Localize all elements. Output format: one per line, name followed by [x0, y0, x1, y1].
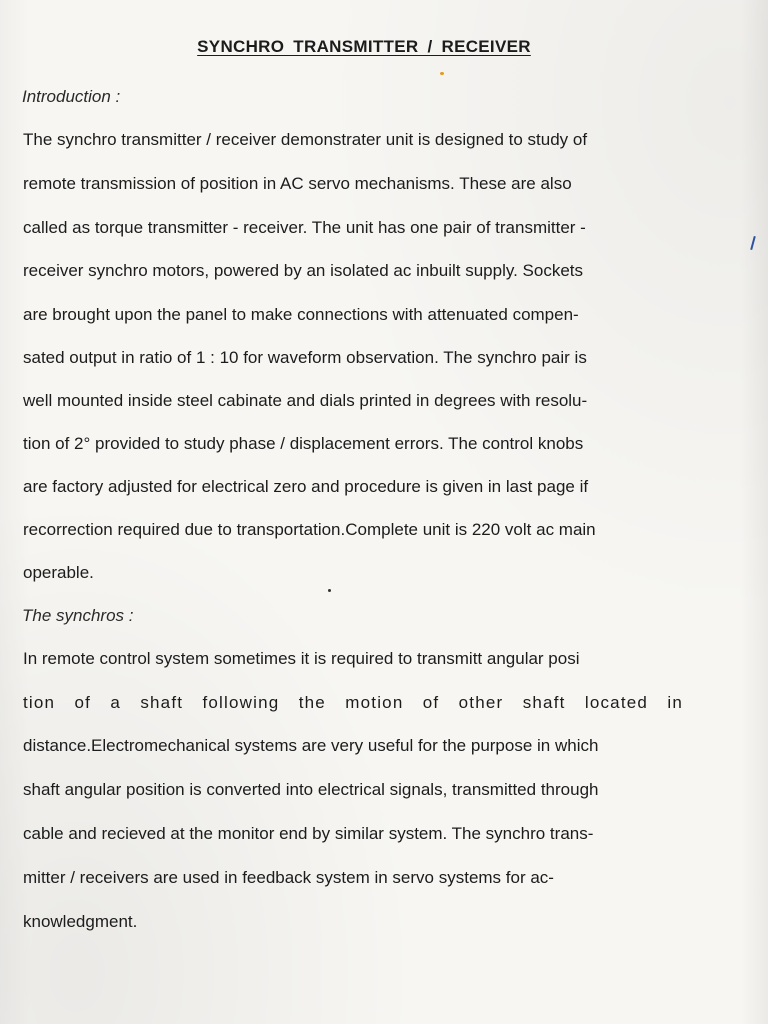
section-heading-synchros: The synchros :	[22, 606, 134, 625]
paragraph-line: shaft angular position is converted into electrical signals, transmitted through	[23, 780, 599, 799]
document-title: SYNCHRO TRANSMITTER / RECEIVER	[197, 37, 531, 56]
paragraph-line: cable and recieved at the monitor end by similar system. The synchro trans-	[23, 824, 594, 843]
pen-mark	[750, 236, 756, 250]
stray-mark	[328, 589, 331, 592]
paragraph-line: called as torque transmitter - receiver. The unit has one pair of transmitter -	[23, 218, 586, 237]
paragraph-line: distance.Electromechanical systems are very useful for the purpose in which	[23, 736, 599, 755]
paragraph-line: The synchro transmitter / receiver demonstrater unit is designed to study of	[23, 130, 588, 149]
paragraph-line: sated output in ratio of 1 : 10 for waveform observation. The synchro pair is	[23, 348, 587, 367]
stray-mark	[440, 72, 444, 75]
paragraph-line: are factory adjusted for electrical zero and procedure is given in last page if	[23, 477, 589, 496]
section-heading-introduction: Introduction :	[22, 87, 121, 106]
paragraph-line: are brought upon the panel to make connections with attenuated compen-	[23, 305, 579, 324]
paragraph-line: operable.	[23, 563, 94, 582]
paragraph-line: remote transmission of position in AC servo mechanisms. These are also	[23, 174, 572, 193]
paragraph-line: In remote control system sometimes it is required to transmitt angular posi	[23, 649, 580, 668]
paragraph-line: receiver synchro motors, powered by an isolated ac inbuilt supply. Sockets	[23, 261, 584, 280]
paragraph-line: tion of 2° provided to study phase / displacement errors. The control knobs	[23, 434, 584, 453]
paragraph-line: knowledgment.	[23, 912, 138, 931]
paragraph-line: mitter / receivers are used in feedback system in servo systems for ac-	[23, 868, 554, 887]
paragraph-line: well mounted inside steel cabinate and dials printed in degrees with resolu-	[23, 391, 588, 410]
paragraph-line: recorrection required due to transportation.Complete unit is 220 volt ac main	[23, 520, 596, 539]
paragraph-line: tion of a shaft following the motion of other shaft located in	[23, 693, 683, 712]
